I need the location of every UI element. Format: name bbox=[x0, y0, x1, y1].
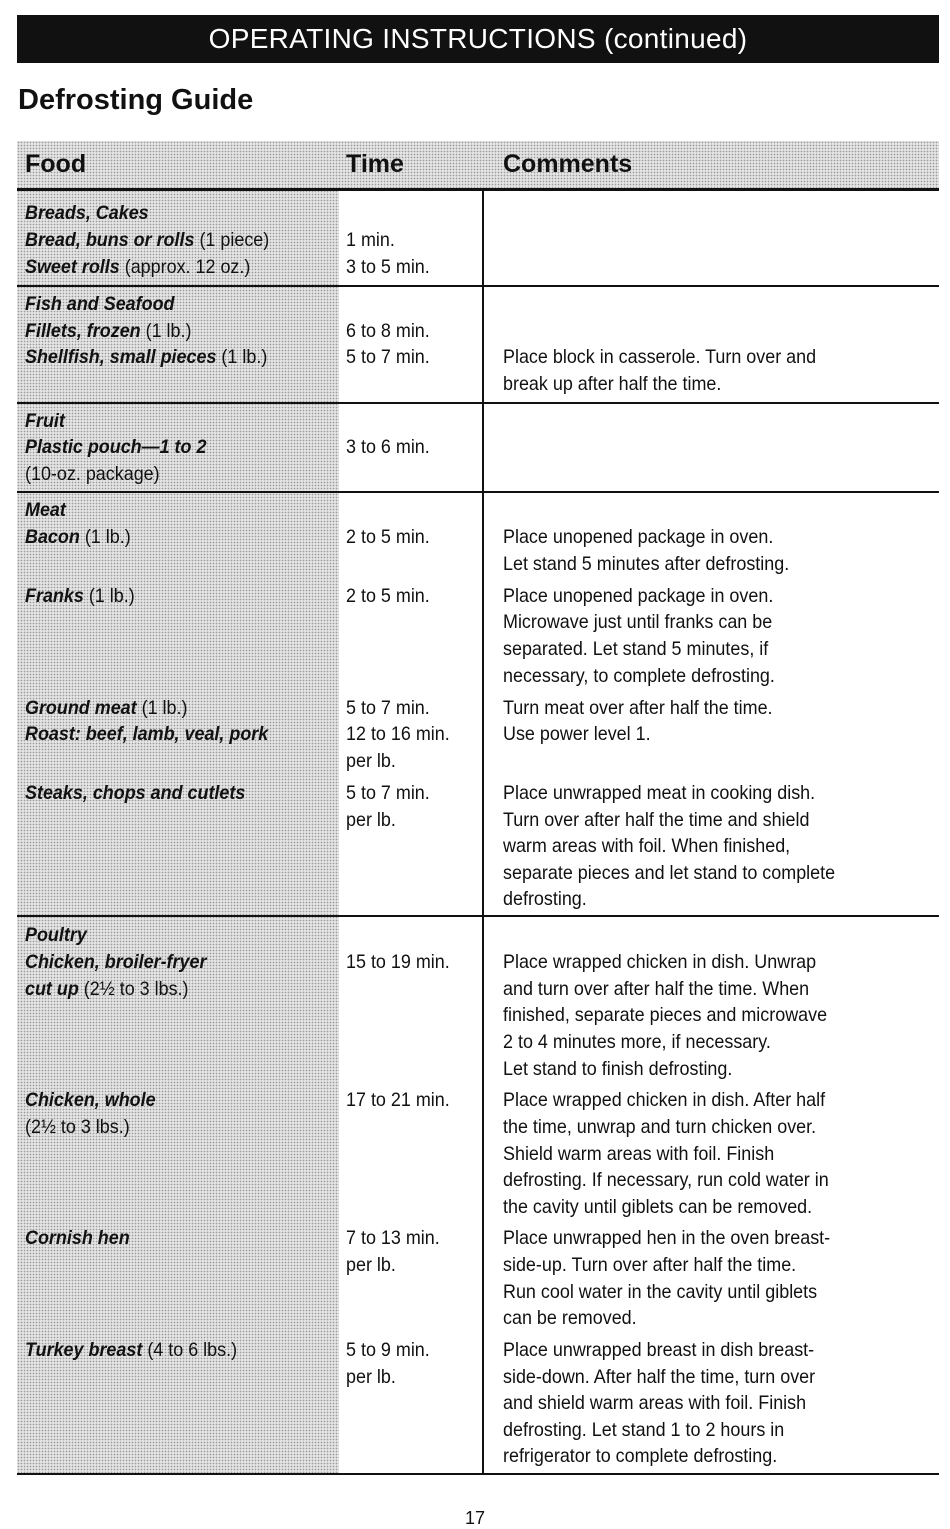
food-quantity: (1 lb.) bbox=[88, 585, 135, 607]
comment-line: Place unwrapped hen in the oven breast- bbox=[503, 1227, 831, 1249]
comment-line: defrosting. If necessary, run cold water in bbox=[503, 1169, 829, 1191]
column-header-food: Food bbox=[25, 150, 87, 178]
food-name: Ground meat bbox=[25, 697, 137, 719]
category-heading: Fruit bbox=[25, 410, 65, 432]
food-item bbox=[25, 344, 267, 371]
comment-line: defrosting. bbox=[503, 888, 587, 910]
comment-line: side-up. Turn over after half the time. bbox=[503, 1254, 797, 1276]
food-name: Chicken, whole bbox=[25, 1089, 156, 1111]
table-bottom-rule bbox=[17, 1473, 939, 1475]
time-cell: 5 to 7 min. bbox=[346, 782, 430, 804]
header-rule bbox=[17, 188, 939, 191]
comment-line: necessary, to complete defrosting. bbox=[503, 665, 775, 687]
food-item bbox=[25, 695, 187, 722]
comment-line: side-down. After half the time, turn over bbox=[503, 1366, 816, 1388]
row-divider bbox=[17, 491, 939, 493]
food-quantity: (1 lb.) bbox=[145, 320, 192, 342]
food-name: Turkey breast bbox=[25, 1339, 143, 1361]
time-cell: 6 to 8 min. bbox=[346, 320, 430, 342]
row-divider bbox=[17, 915, 939, 917]
comment-line: finished, separate pieces and microwave bbox=[503, 1004, 828, 1026]
food-name: Sweet rolls bbox=[25, 256, 120, 278]
comment-line: break up after half the time. bbox=[503, 373, 722, 395]
food-name: Steaks, chops and cutlets bbox=[25, 782, 246, 804]
row-divider bbox=[17, 285, 939, 287]
row-divider bbox=[17, 402, 939, 404]
column-divider bbox=[482, 190, 484, 1474]
food-name: Plastic pouch—1 to 2 bbox=[25, 436, 207, 458]
table-header-band bbox=[17, 141, 939, 189]
food-column-shading bbox=[17, 190, 339, 1475]
food-quantity: (1 lb.) bbox=[84, 526, 131, 548]
page-number: 17 bbox=[464, 1508, 486, 1528]
comment-line: Use power level 1. bbox=[503, 723, 651, 745]
comment-line: Place unwrapped meat in cooking dish. bbox=[503, 782, 816, 804]
time-cell: 1 min. bbox=[346, 229, 395, 251]
food-item bbox=[25, 583, 135, 610]
time-cell: 3 to 5 min. bbox=[346, 256, 430, 278]
food-quantity: (2½ to 3 lbs.) bbox=[25, 1116, 130, 1138]
time-cell: 2 to 5 min. bbox=[346, 585, 430, 607]
food-name: Franks bbox=[25, 585, 84, 607]
comment-line: separated. Let stand 5 minutes, if bbox=[503, 638, 769, 660]
comment-line: defrosting. Let stand 1 to 2 hours in bbox=[503, 1419, 785, 1441]
food-item bbox=[25, 524, 131, 551]
food-quantity: (1 piece) bbox=[199, 229, 270, 251]
column-header-comments: Comments bbox=[503, 150, 633, 178]
comment-line: Place wrapped chicken in dish. Unwrap bbox=[503, 951, 817, 973]
time-cell: 12 to 16 min. bbox=[346, 723, 450, 745]
time-unit: per lb. bbox=[346, 1366, 396, 1388]
comment-line: separate pieces and let stand to complete bbox=[503, 862, 836, 884]
category-heading: Fish and Seafood bbox=[25, 293, 175, 315]
comment-line: Place block in casserole. Turn over and bbox=[503, 346, 817, 368]
comment-line: Place unwrapped breast in dish breast- bbox=[503, 1339, 815, 1361]
food-quantity: (1 lb.) bbox=[141, 697, 188, 719]
time-cell: 7 to 13 min. bbox=[346, 1227, 440, 1249]
time-cell: 17 to 21 min. bbox=[346, 1089, 450, 1111]
column-header-time: Time bbox=[346, 150, 404, 178]
comment-line: Turn meat over after half the time. bbox=[503, 697, 773, 719]
comment-line: Let stand to finish defrosting. bbox=[503, 1058, 733, 1080]
food-name: Cornish hen bbox=[25, 1227, 130, 1249]
food-name: cut up bbox=[25, 978, 79, 1000]
category-heading: Breads, Cakes bbox=[25, 202, 149, 224]
food-name: Bacon bbox=[25, 526, 80, 548]
time-unit: per lb. bbox=[346, 809, 396, 831]
food-quantity: (10-oz. package) bbox=[25, 463, 160, 485]
comment-line: Turn over after half the time and shield bbox=[503, 809, 810, 831]
time-cell: 2 to 5 min. bbox=[346, 526, 430, 548]
category-heading: Meat bbox=[25, 499, 66, 521]
comment-line: and turn over after half the time. When bbox=[503, 978, 810, 1000]
comment-line: and shield warm areas with foil. Finish bbox=[503, 1392, 807, 1414]
comment-line: Microwave just until franks can be bbox=[503, 611, 773, 633]
time-unit: per lb. bbox=[346, 1254, 396, 1276]
food-item bbox=[25, 976, 189, 1003]
comment-line: refrigerator to complete defrosting. bbox=[503, 1445, 778, 1467]
category-heading: Poultry bbox=[25, 924, 87, 946]
comment-line: can be removed. bbox=[503, 1307, 637, 1329]
comment-line: Place unopened package in oven. bbox=[503, 526, 774, 548]
food-name: Bread, buns or rolls bbox=[25, 229, 195, 251]
food-item bbox=[25, 227, 269, 254]
comment-line: warm areas with foil. When finished, bbox=[503, 835, 791, 857]
food-name: Fillets, frozen bbox=[25, 320, 141, 342]
comment-line: the cavity until giblets can be removed. bbox=[503, 1196, 813, 1218]
food-item bbox=[25, 1337, 237, 1364]
food-quantity: (2½ to 3 lbs.) bbox=[83, 978, 189, 1000]
food-item bbox=[25, 254, 250, 281]
comment-line: Let stand 5 minutes after defrosting. bbox=[503, 553, 790, 575]
time-cell: 3 to 6 min. bbox=[346, 436, 430, 458]
page-title: Defrosting Guide bbox=[18, 84, 254, 116]
time-cell: 5 to 7 min. bbox=[346, 346, 430, 368]
time-unit: per lb. bbox=[346, 750, 396, 772]
food-name: Roast: beef, lamb, veal, pork bbox=[25, 723, 269, 745]
time-cell: 5 to 9 min. bbox=[346, 1339, 430, 1361]
comment-line: Place wrapped chicken in dish. After half bbox=[503, 1089, 826, 1111]
food-quantity: (1 lb.) bbox=[221, 346, 268, 368]
food-quantity: (approx. 12 oz.) bbox=[124, 256, 251, 278]
food-item bbox=[25, 318, 191, 345]
time-cell: 5 to 7 min. bbox=[346, 697, 430, 719]
comment-line: 2 to 4 minutes more, if necessary. bbox=[503, 1031, 771, 1053]
food-name: Shellfish, small pieces bbox=[25, 346, 217, 368]
section-banner: OPERATING INSTRUCTIONS (continued) bbox=[17, 15, 939, 63]
comment-line: Place unopened package in oven. bbox=[503, 585, 774, 607]
comment-line: Shield warm areas with foil. Finish bbox=[503, 1143, 775, 1165]
food-quantity: (4 to 6 lbs.) bbox=[147, 1339, 238, 1361]
time-cell: 15 to 19 min. bbox=[346, 951, 450, 973]
food-name: Chicken, broiler-fryer bbox=[25, 951, 207, 973]
comment-line: Run cool water in the cavity until giblets bbox=[503, 1281, 818, 1303]
comment-line: the time, unwrap and turn chicken over. bbox=[503, 1116, 817, 1138]
